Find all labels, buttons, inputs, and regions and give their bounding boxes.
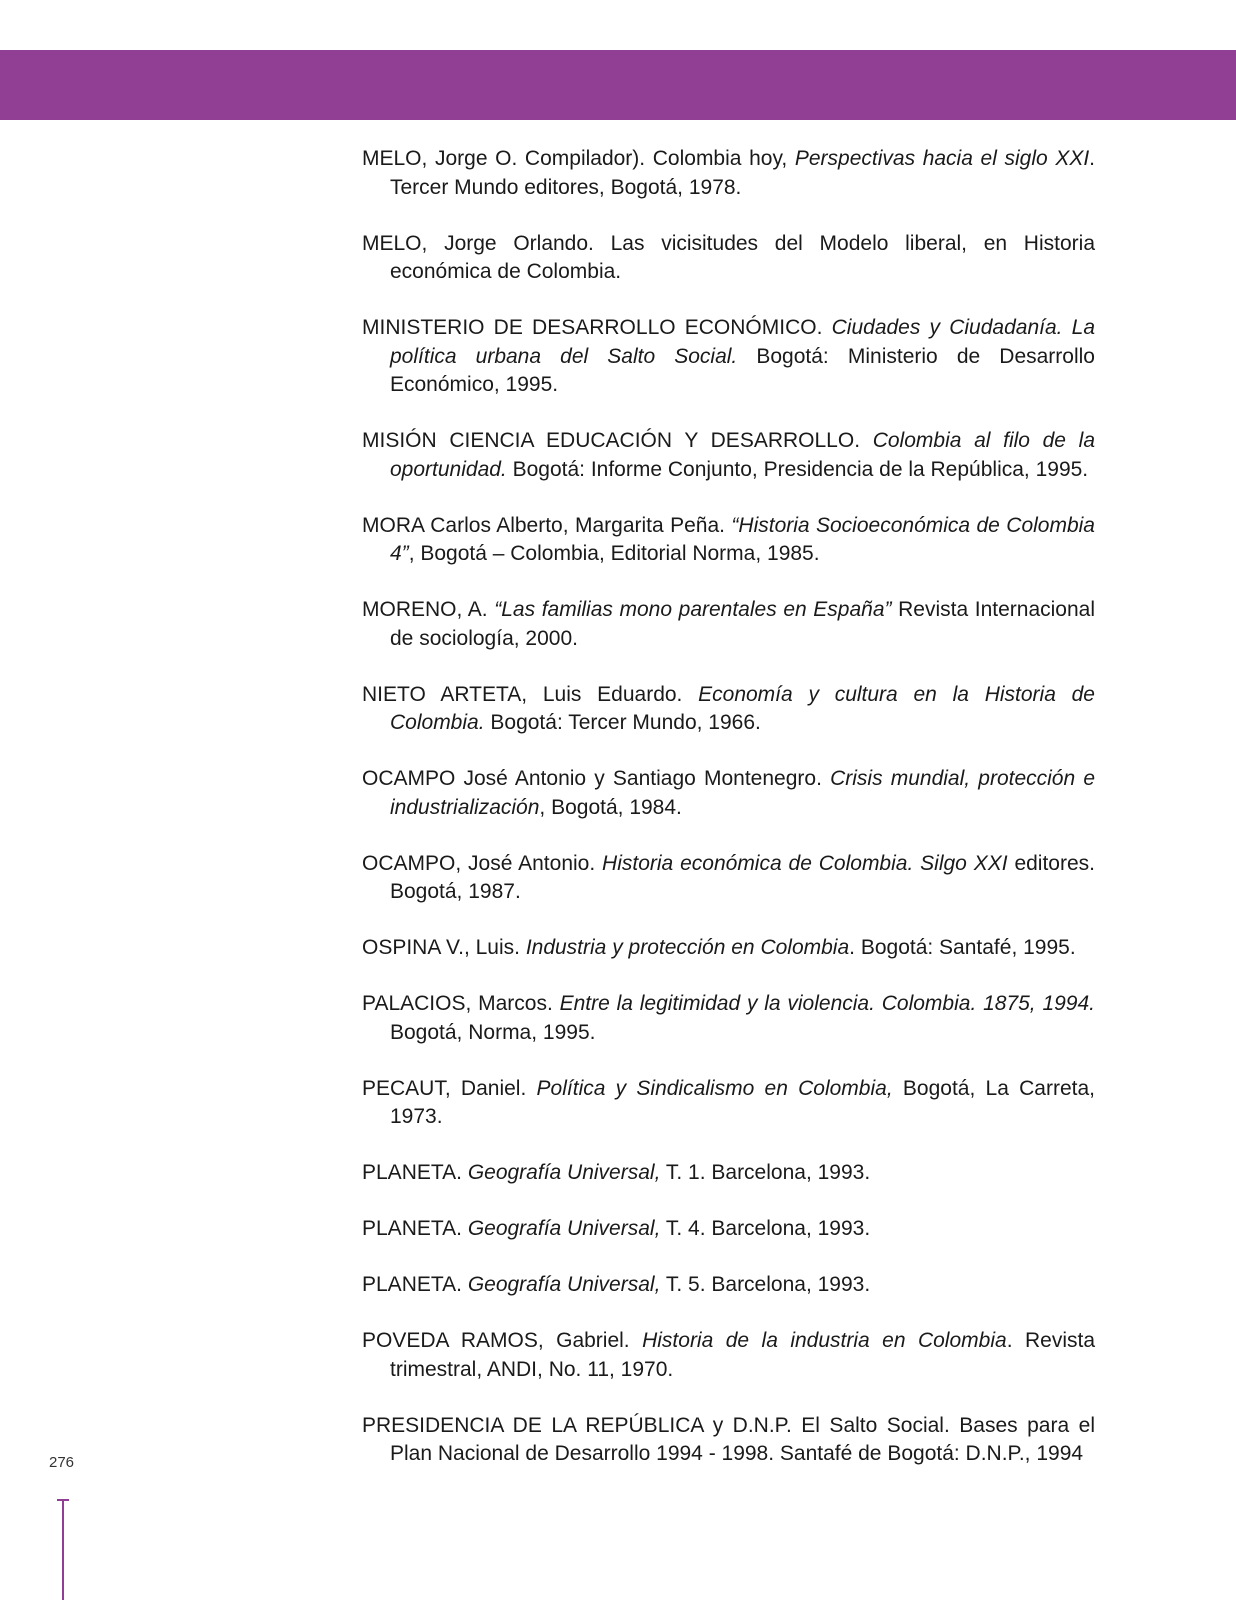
entry-text: . Bogotá: Santafé, 1995. xyxy=(849,936,1076,959)
entry-text: MINISTERIO DE DESARROLLO ECONÓMICO. xyxy=(362,316,832,339)
entry-text: Bogotá: Tercer Mundo, 1966. xyxy=(484,711,761,734)
bibliography-entry xyxy=(362,1075,1095,1132)
bibliography-entry xyxy=(362,765,1095,822)
bibliography-entry xyxy=(362,1215,1095,1244)
bibliography-entry xyxy=(362,681,1095,738)
entry-text: POVEDA RAMOS, Gabriel. xyxy=(362,1329,643,1352)
entry-text: PALACIOS, Marcos. xyxy=(362,992,560,1015)
bibliography-entry xyxy=(362,427,1095,484)
bibliography-entry xyxy=(362,850,1095,907)
entry-text: . Tercer Mundo editores, Bogotá, 1978. xyxy=(390,147,1096,199)
entry-text: MELO, Jorge Orlando. Las vicisitudes del Modelo liberal, en Historia económica de Colombia. xyxy=(362,231,1095,283)
entry-text: PRESIDENCIA DE LA REPÚBLICA y D.N.P. El Salto Social. Bases para el Plan Nacional de Desarrollo 1994 - 1998. Santafé de Bogotá: D.N.P., 1994 xyxy=(362,1413,1095,1465)
entry-text: MELO, Jorge O. Compilador). Colombia hoy, xyxy=(362,147,795,170)
entry-text: T. 5. Barcelona, 1993. xyxy=(660,1273,871,1296)
entry-text: Bogotá, La Carreta, 1973. xyxy=(390,1076,1095,1128)
entry-text: NIETO ARTETA, Luis Eduardo. xyxy=(362,682,699,706)
bibliography-entry xyxy=(362,230,1095,287)
entry-text: PECAUT, Daniel. xyxy=(362,1076,537,1100)
entry-text: PLANETA. xyxy=(362,1273,468,1296)
bibliography-entry xyxy=(362,1159,1095,1188)
bibliography-entry xyxy=(362,314,1095,400)
entry-text: editores. Bogotá, 1987. xyxy=(390,851,1095,903)
entry-text: OCAMPO, José Antonio. xyxy=(362,851,603,875)
entry-text: Bogotá: Informe Conjunto, Presidencia de la República, 1995. xyxy=(506,457,1089,481)
bibliography-entry xyxy=(362,1327,1095,1384)
entry-text: MORA Carlos Alberto, Margarita Peña. xyxy=(362,513,732,537)
entry-text: PLANETA. xyxy=(362,1161,468,1184)
entry-text: PLANETA. xyxy=(362,1217,468,1240)
bibliography-entry xyxy=(362,512,1095,569)
entry-title-italic: Ciudades y Ciudadanía. La política urbana del Salto Social. xyxy=(390,316,1096,368)
entry-title-italic: Geografía Universal, xyxy=(467,1161,661,1184)
entry-text: T. 1. Barcelona, 1993. xyxy=(660,1161,871,1184)
entry-title-italic: Colombia al filo de la oportunidad. xyxy=(390,429,1096,481)
entry-text: MORENO, A. xyxy=(362,598,495,621)
entry-text: OSPINA V., Luis. xyxy=(362,936,526,959)
bibliography-list xyxy=(362,145,1095,1496)
entry-text: Bogotá: Ministerio de Desarrollo Económico, 1995. xyxy=(390,344,1095,396)
entry-text: , Bogotá – Colombia, Editorial Norma, 1985. xyxy=(408,542,820,565)
entry-title-italic: Geografía Universal, xyxy=(467,1217,661,1240)
entry-text: MISIÓN CIENCIA EDUCACIÓN Y DESARROLLO. xyxy=(362,429,873,452)
entry-text: , Bogotá, 1984. xyxy=(539,795,682,819)
page-number: 276 xyxy=(49,1454,75,1471)
entry-title-italic: “Las familias mono parentales en España” xyxy=(494,598,892,621)
entry-text: Revista Internacional de sociología, 2000. xyxy=(390,598,1096,650)
entry-title-italic: Perspectivas hacia el siglo XXI xyxy=(794,147,1090,170)
entry-title-italic: Geografía Universal, xyxy=(467,1273,661,1296)
entry-title-italic: Entre la legitimidad y la violencia. Colombia. 1875, 1994. xyxy=(559,992,1095,1015)
entry-title-italic: Política y Sindicalismo en Colombia, xyxy=(536,1076,893,1100)
bibliography-entry xyxy=(362,990,1095,1047)
page-corner-rule-vertical xyxy=(62,1499,64,1600)
entry-text: . Revista trimestral, ANDI, No. 11, 1970. xyxy=(390,1329,1095,1381)
entry-text: T. 4. Barcelona, 1993. xyxy=(660,1217,871,1240)
bibliography-entry xyxy=(362,1271,1095,1300)
bibliography-entry xyxy=(362,1412,1095,1469)
bibliography-entry xyxy=(362,934,1095,963)
entry-title-italic: Industria y protección en Colombia xyxy=(525,936,850,959)
header-color-band xyxy=(0,50,1236,120)
entry-text: OCAMPO José Antonio y Santiago Montenegro. xyxy=(362,767,831,790)
entry-title-italic: Historia económica de Colombia. Silgo XXI xyxy=(602,851,1008,875)
entry-title-italic: Crisis mundial, protección e industrialización xyxy=(390,767,1096,819)
entry-title-italic: Historia de la industria en Colombia xyxy=(642,1329,1007,1352)
entry-title-italic: “Historia Socioeconómica de Colombia 4” xyxy=(390,513,1095,565)
bibliography-entry xyxy=(362,596,1095,653)
bibliography-entry xyxy=(362,145,1095,202)
entry-title-italic: Economía y cultura en la Historia de Colombia. xyxy=(390,682,1095,734)
entry-text: Bogotá, Norma, 1995. xyxy=(390,1020,596,1044)
